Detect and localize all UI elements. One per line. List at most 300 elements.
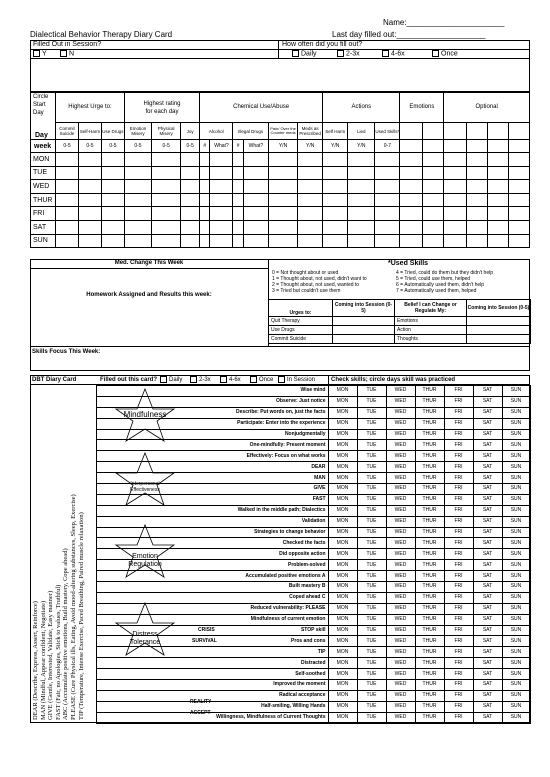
entry-cell[interactable] — [181, 207, 200, 221]
entry-cell[interactable] — [124, 166, 151, 180]
skill-day-fri[interactable]: FRI — [444, 647, 473, 658]
skill-day-thur[interactable]: THUR — [415, 603, 444, 614]
skill-day-thur[interactable]: THUR — [415, 440, 444, 451]
entry-cell[interactable] — [268, 207, 297, 221]
entry-cell[interactable] — [488, 207, 509, 221]
entry-cell[interactable] — [488, 193, 509, 207]
skill-day-sat[interactable]: SAT — [473, 701, 502, 712]
skill-day-mon[interactable]: MON — [328, 690, 357, 701]
skill-day-sat[interactable]: SAT — [473, 473, 502, 484]
skill-day-fri[interactable]: FRI — [444, 680, 473, 691]
entry-cell[interactable] — [423, 166, 444, 180]
skill-label[interactable]: Accumulated positive emotions A — [96, 571, 328, 582]
skill-day-sat[interactable]: SAT — [473, 418, 502, 429]
entry-cell[interactable] — [210, 193, 233, 207]
skill-day-sat[interactable]: SAT — [473, 494, 502, 505]
skill-day-sun[interactable]: SUN — [502, 505, 530, 516]
skill-label[interactable]: DEAR — [96, 462, 328, 473]
skill-day-mon[interactable]: MON — [328, 462, 357, 473]
skill-day-sat[interactable]: SAT — [473, 462, 502, 473]
skill-day-tue[interactable]: TUE — [357, 440, 386, 451]
entry-cell[interactable] — [233, 166, 243, 180]
entry-cell[interactable] — [444, 153, 467, 167]
skill-day-mon[interactable]: MON — [328, 603, 357, 614]
skill-day-sat[interactable]: SAT — [473, 592, 502, 603]
emotion-col-2[interactable] — [423, 123, 444, 140]
skill-day-thur[interactable]: THUR — [415, 560, 444, 571]
skill-day-fri[interactable]: FRI — [444, 462, 473, 473]
skill-day-wed[interactable]: WED — [386, 527, 415, 538]
skill-day-sat[interactable]: SAT — [473, 712, 502, 723]
entry-cell[interactable] — [210, 180, 233, 194]
entry-cell[interactable] — [210, 166, 233, 180]
skill-day-tue[interactable]: TUE — [357, 603, 386, 614]
skill-day-wed[interactable]: WED — [386, 603, 415, 614]
no-option[interactable]: N — [60, 50, 74, 58]
skill-day-wed[interactable]: WED — [386, 516, 415, 527]
entry-cell[interactable] — [348, 234, 375, 248]
entry-cell[interactable] — [79, 153, 102, 167]
entry-cell[interactable] — [467, 234, 488, 248]
skill-day-mon[interactable]: MON — [328, 396, 357, 407]
skill-day-sun[interactable]: SUN — [502, 462, 530, 473]
entry-cell[interactable] — [101, 180, 124, 194]
skill-day-tue[interactable]: TUE — [357, 582, 386, 593]
checkbox-icon[interactable] — [160, 376, 167, 383]
skill-day-thur[interactable]: THUR — [415, 505, 444, 516]
entry-cell[interactable] — [79, 234, 102, 248]
skill-day-sat[interactable]: SAT — [473, 680, 502, 691]
entry-cell[interactable] — [444, 207, 467, 221]
entry-cell[interactable] — [400, 207, 423, 221]
skill-day-sun[interactable]: SUN — [502, 592, 530, 603]
skill-day-thur[interactable]: THUR — [415, 549, 444, 560]
skill-day-sun[interactable]: SUN — [502, 494, 530, 505]
entry-cell[interactable] — [56, 166, 79, 180]
skill-day-fri[interactable]: FRI — [444, 407, 473, 418]
skill-day-sat[interactable]: SAT — [473, 614, 502, 625]
entry-cell[interactable] — [268, 166, 297, 180]
skill-day-sun[interactable]: SUN — [502, 560, 530, 571]
skill-day-sun[interactable]: SUN — [502, 571, 530, 582]
entry-cell[interactable] — [181, 166, 200, 180]
skill-day-fri[interactable]: FRI — [444, 636, 473, 647]
entry-cell[interactable] — [467, 207, 488, 221]
entry-cell[interactable] — [101, 234, 124, 248]
entry-cell[interactable] — [56, 234, 79, 248]
entry-cell[interactable] — [444, 193, 467, 207]
entry-cell[interactable] — [467, 193, 488, 207]
last-day-field[interactable]: Last day filled out:____________________ — [332, 30, 486, 39]
skill-day-mon[interactable]: MON — [328, 429, 357, 440]
entry-cell[interactable] — [124, 234, 151, 248]
checkbox-icon[interactable] — [190, 376, 197, 383]
skill-day-fri[interactable]: FRI — [444, 582, 473, 593]
day-label[interactable]: SUN — [31, 234, 56, 248]
skill-day-tue[interactable]: TUE — [357, 505, 386, 516]
skill-day-sat[interactable]: SAT — [473, 396, 502, 407]
skill-day-tue[interactable]: TUE — [357, 690, 386, 701]
skill-day-thur[interactable]: THUR — [415, 516, 444, 527]
skill-day-wed[interactable]: WED — [386, 636, 415, 647]
once-option[interactable]: Once — [432, 50, 458, 58]
skill-day-fri[interactable]: FRI — [444, 484, 473, 495]
skill-day-mon[interactable]: MON — [328, 571, 357, 582]
entry-cell[interactable] — [79, 166, 102, 180]
skill-day-wed[interactable]: WED — [386, 407, 415, 418]
skill-label[interactable]: Mindfulness of current emotion — [96, 614, 328, 625]
skill-day-sun[interactable]: SUN — [502, 396, 530, 407]
skill-label[interactable]: Built mastery B — [96, 582, 328, 593]
skill-day-sat[interactable]: SAT — [473, 625, 502, 636]
skill-day-fri[interactable]: FRI — [444, 614, 473, 625]
skill-day-thur[interactable]: THUR — [415, 571, 444, 582]
back-daily-option[interactable]: Daily — [160, 376, 182, 384]
skill-day-wed[interactable]: WED — [386, 451, 415, 462]
entry-cell[interactable] — [152, 193, 181, 207]
skill-label[interactable]: STOP skill — [96, 625, 328, 636]
skill-day-fri[interactable]: FRI — [444, 386, 473, 397]
name-field[interactable]: Name:______________________ — [383, 18, 505, 27]
entry-cell[interactable] — [444, 166, 467, 180]
entry-cell[interactable] — [323, 234, 348, 248]
optional-col-2[interactable] — [467, 123, 488, 140]
entry-cell[interactable] — [124, 153, 151, 167]
skill-day-tue[interactable]: TUE — [357, 647, 386, 658]
skill-day-thur[interactable]: THUR — [415, 680, 444, 691]
entry-cell[interactable] — [508, 234, 529, 248]
skill-day-sun[interactable]: SUN — [502, 386, 530, 397]
entry-cell[interactable] — [233, 180, 243, 194]
skill-day-tue[interactable]: TUE — [357, 571, 386, 582]
skill-day-tue[interactable]: TUE — [357, 451, 386, 462]
skill-day-wed[interactable]: WED — [386, 484, 415, 495]
entry-cell[interactable] — [181, 180, 200, 194]
skill-day-thur[interactable]: THUR — [415, 690, 444, 701]
skill-day-tue[interactable]: TUE — [357, 560, 386, 571]
entry-cell[interactable] — [181, 220, 200, 234]
skill-day-mon[interactable]: MON — [328, 516, 357, 527]
skill-day-thur[interactable]: THUR — [415, 712, 444, 723]
entry-cell[interactable] — [243, 180, 268, 194]
skill-day-mon[interactable]: MON — [328, 560, 357, 571]
skill-day-sun[interactable]: SUN — [502, 538, 530, 549]
skill-day-fri[interactable]: FRI — [444, 571, 473, 582]
4-6x-option[interactable]: 4-6x — [382, 50, 405, 58]
skill-day-thur[interactable]: THUR — [415, 701, 444, 712]
entry-cell[interactable] — [101, 153, 124, 167]
skill-day-wed[interactable]: WED — [386, 505, 415, 516]
skill-day-fri[interactable]: FRI — [444, 396, 473, 407]
entry-cell[interactable] — [233, 193, 243, 207]
skill-day-fri[interactable]: FRI — [444, 690, 473, 701]
skill-day-mon[interactable]: MON — [328, 592, 357, 603]
skill-day-mon[interactable]: MON — [328, 658, 357, 669]
day-label[interactable]: TUE — [31, 166, 56, 180]
skill-day-thur[interactable]: THUR — [415, 658, 444, 669]
skill-day-sat[interactable]: SAT — [473, 669, 502, 680]
skill-day-tue[interactable]: TUE — [357, 484, 386, 495]
skill-label[interactable]: TIP — [96, 647, 328, 658]
entry-cell[interactable] — [375, 180, 400, 194]
entry-cell[interactable] — [423, 193, 444, 207]
entry-cell[interactable] — [268, 234, 297, 248]
entry-cell[interactable] — [508, 153, 529, 167]
back-4-6x-option[interactable]: 4-6x — [220, 376, 241, 384]
skill-day-fri[interactable]: FRI — [444, 625, 473, 636]
entry-cell[interactable] — [200, 153, 210, 167]
skill-day-mon[interactable]: MON — [328, 538, 357, 549]
skill-day-wed[interactable]: WED — [386, 712, 415, 723]
skill-day-tue[interactable]: TUE — [357, 549, 386, 560]
skill-label[interactable]: Describe: Put words on, just the facts — [96, 407, 328, 418]
entry-cell[interactable] — [101, 193, 124, 207]
skill-day-tue[interactable]: TUE — [357, 462, 386, 473]
entry-cell[interactable] — [348, 180, 375, 194]
entry-cell[interactable] — [210, 234, 233, 248]
skill-day-sun[interactable]: SUN — [502, 484, 530, 495]
skill-label[interactable]: Reduced vulnerability: PLEASE — [96, 603, 328, 614]
skill-day-wed[interactable]: WED — [386, 538, 415, 549]
skill-day-mon[interactable]: MON — [328, 484, 357, 495]
entry-cell[interactable] — [508, 220, 529, 234]
entry-cell[interactable] — [375, 234, 400, 248]
entry-cell[interactable] — [200, 220, 210, 234]
checkbox-icon[interactable] — [220, 376, 227, 383]
daily-option[interactable]: Daily — [292, 50, 317, 58]
checkbox-icon[interactable] — [60, 50, 67, 57]
skill-day-thur[interactable]: THUR — [415, 592, 444, 603]
skill-day-wed[interactable]: WED — [386, 418, 415, 429]
skill-day-tue[interactable]: TUE — [357, 614, 386, 625]
entry-cell[interactable] — [488, 166, 509, 180]
skill-day-sun[interactable]: SUN — [502, 418, 530, 429]
skill-day-sun[interactable]: SUN — [502, 658, 530, 669]
skill-day-fri[interactable]: FRI — [444, 538, 473, 549]
day-label[interactable]: SAT — [31, 220, 56, 234]
skill-day-tue[interactable]: TUE — [357, 407, 386, 418]
entry-cell[interactable] — [79, 193, 102, 207]
entry-cell[interactable] — [200, 166, 210, 180]
skill-day-sat[interactable]: SAT — [473, 538, 502, 549]
checkbox-icon[interactable] — [278, 376, 285, 383]
skill-label[interactable]: Validation — [96, 516, 328, 527]
skill-day-tue[interactable]: TUE — [357, 386, 386, 397]
entry-cell[interactable] — [233, 207, 243, 221]
yes-option[interactable]: Y — [33, 50, 47, 58]
skill-day-sun[interactable]: SUN — [502, 625, 530, 636]
skill-day-sat[interactable]: SAT — [473, 636, 502, 647]
entry-cell[interactable] — [323, 193, 348, 207]
skill-day-sat[interactable]: SAT — [473, 571, 502, 582]
entry-cell[interactable] — [56, 153, 79, 167]
optional-col-3[interactable] — [488, 123, 509, 140]
skill-day-wed[interactable]: WED — [386, 625, 415, 636]
belief-value[interactable] — [467, 335, 531, 344]
checkbox-icon[interactable] — [382, 50, 389, 57]
belief-value[interactable] — [467, 326, 531, 335]
skill-label[interactable]: Self-soothed — [96, 669, 328, 680]
optional-col-4[interactable] — [508, 123, 529, 140]
entry-cell[interactable] — [400, 180, 423, 194]
skill-day-mon[interactable]: MON — [328, 527, 357, 538]
skill-label[interactable]: Coped ahead C — [96, 592, 328, 603]
entry-cell[interactable] — [323, 153, 348, 167]
skill-day-sat[interactable]: SAT — [473, 527, 502, 538]
skill-day-thur[interactable]: THUR — [415, 396, 444, 407]
skill-day-thur[interactable]: THUR — [415, 418, 444, 429]
entry-cell[interactable] — [423, 180, 444, 194]
entry-cell[interactable] — [348, 220, 375, 234]
skill-day-wed[interactable]: WED — [386, 549, 415, 560]
entry-cell[interactable] — [323, 180, 348, 194]
skill-day-wed[interactable]: WED — [386, 669, 415, 680]
skill-day-mon[interactable]: MON — [328, 625, 357, 636]
skill-day-sat[interactable]: SAT — [473, 603, 502, 614]
entry-cell[interactable] — [298, 193, 323, 207]
skill-day-wed[interactable]: WED — [386, 429, 415, 440]
skill-label[interactable]: Pros and cons — [96, 636, 328, 647]
entry-cell[interactable] — [298, 180, 323, 194]
day-label[interactable]: THUR — [31, 193, 56, 207]
skill-day-thur[interactable]: THUR — [415, 614, 444, 625]
urge-value[interactable] — [333, 335, 395, 344]
skill-day-thur[interactable]: THUR — [415, 473, 444, 484]
skill-day-sun[interactable]: SUN — [502, 603, 530, 614]
entry-cell[interactable] — [181, 234, 200, 248]
entry-cell[interactable] — [467, 180, 488, 194]
entry-cell[interactable] — [348, 207, 375, 221]
skill-day-wed[interactable]: WED — [386, 582, 415, 593]
skill-day-wed[interactable]: WED — [386, 647, 415, 658]
skill-label[interactable]: Wise mind — [96, 386, 328, 397]
skill-label[interactable]: Participate: Enter into the experience — [96, 418, 328, 429]
skill-day-tue[interactable]: TUE — [357, 494, 386, 505]
back-in-session-option[interactable]: In Session — [278, 376, 315, 384]
skill-label[interactable]: Effectively: Focus on what works — [96, 451, 328, 462]
optional-col-1[interactable] — [444, 123, 467, 140]
skill-label[interactable]: GIVE — [96, 484, 328, 495]
entry-cell[interactable] — [508, 180, 529, 194]
skill-day-mon[interactable]: MON — [328, 451, 357, 462]
skill-day-sat[interactable]: SAT — [473, 407, 502, 418]
skill-day-tue[interactable]: TUE — [357, 396, 386, 407]
belief-value[interactable] — [467, 317, 531, 326]
urge-value[interactable] — [333, 317, 395, 326]
skill-day-thur[interactable]: THUR — [415, 636, 444, 647]
skill-day-thur[interactable]: THUR — [415, 494, 444, 505]
entry-cell[interactable] — [243, 220, 268, 234]
skill-day-thur[interactable]: THUR — [415, 582, 444, 593]
skill-label[interactable]: Willingness, Mindfulness of Current Thoughts — [96, 712, 328, 723]
skill-day-fri[interactable]: FRI — [444, 549, 473, 560]
skill-day-sun[interactable]: SUN — [502, 473, 530, 484]
skill-day-thur[interactable]: THUR — [415, 484, 444, 495]
skill-day-wed[interactable]: WED — [386, 396, 415, 407]
skill-day-sat[interactable]: SAT — [473, 440, 502, 451]
entry-cell[interactable] — [298, 166, 323, 180]
entry-cell[interactable] — [243, 234, 268, 248]
entry-cell[interactable] — [56, 180, 79, 194]
entry-cell[interactable] — [508, 193, 529, 207]
skill-day-sun[interactable]: SUN — [502, 636, 530, 647]
skill-day-sat[interactable]: SAT — [473, 429, 502, 440]
day-label[interactable]: WED — [31, 180, 56, 194]
skill-label[interactable]: Nonjudgmentally — [96, 429, 328, 440]
skill-day-wed[interactable]: WED — [386, 592, 415, 603]
skill-day-sat[interactable]: SAT — [473, 690, 502, 701]
entry-cell[interactable] — [323, 220, 348, 234]
skill-day-thur[interactable]: THUR — [415, 625, 444, 636]
entry-cell[interactable] — [268, 220, 297, 234]
entry-cell[interactable] — [152, 234, 181, 248]
skill-day-fri[interactable]: FRI — [444, 592, 473, 603]
skill-day-wed[interactable]: WED — [386, 701, 415, 712]
checkbox-icon[interactable] — [337, 50, 344, 57]
skill-day-fri[interactable]: FRI — [444, 701, 473, 712]
skill-day-fri[interactable]: FRI — [444, 603, 473, 614]
skill-day-mon[interactable]: MON — [328, 582, 357, 593]
skill-day-sun[interactable]: SUN — [502, 440, 530, 451]
skill-day-thur[interactable]: THUR — [415, 451, 444, 462]
entry-cell[interactable] — [444, 220, 467, 234]
skill-day-tue[interactable]: TUE — [357, 418, 386, 429]
entry-cell[interactable] — [444, 180, 467, 194]
entry-cell[interactable] — [200, 193, 210, 207]
entry-cell[interactable] — [181, 153, 200, 167]
skill-day-sun[interactable]: SUN — [502, 680, 530, 691]
entry-cell[interactable] — [375, 166, 400, 180]
skill-day-wed[interactable]: WED — [386, 473, 415, 484]
entry-cell[interactable] — [423, 207, 444, 221]
skill-day-wed[interactable]: WED — [386, 690, 415, 701]
entry-cell[interactable] — [101, 166, 124, 180]
checkbox-icon[interactable] — [292, 50, 299, 57]
entry-cell[interactable] — [423, 234, 444, 248]
skill-day-fri[interactable]: FRI — [444, 560, 473, 571]
entry-cell[interactable] — [152, 180, 181, 194]
day-label[interactable]: FRI — [31, 207, 56, 221]
skill-day-tue[interactable]: TUE — [357, 680, 386, 691]
entry-cell[interactable] — [375, 153, 400, 167]
entry-cell[interactable] — [268, 153, 297, 167]
entry-cell[interactable] — [243, 207, 268, 221]
skill-day-mon[interactable]: MON — [328, 418, 357, 429]
skill-day-tue[interactable]: TUE — [357, 669, 386, 680]
skill-label[interactable]: Observe: Just notice — [96, 396, 328, 407]
skill-day-wed[interactable]: WED — [386, 658, 415, 669]
skill-day-sun[interactable]: SUN — [502, 647, 530, 658]
entry-cell[interactable] — [268, 180, 297, 194]
skill-label[interactable]: Walked in the middle path; Dialectics — [96, 505, 328, 516]
skill-day-sat[interactable]: SAT — [473, 658, 502, 669]
entry-cell[interactable] — [124, 220, 151, 234]
entry-cell[interactable] — [488, 153, 509, 167]
skill-day-wed[interactable]: WED — [386, 614, 415, 625]
skill-day-mon[interactable]: MON — [328, 549, 357, 560]
skill-day-thur[interactable]: THUR — [415, 386, 444, 397]
skill-day-fri[interactable]: FRI — [444, 494, 473, 505]
checkbox-icon[interactable] — [33, 50, 40, 57]
skill-day-tue[interactable]: TUE — [357, 527, 386, 538]
entry-cell[interactable] — [423, 220, 444, 234]
skill-day-sun[interactable]: SUN — [502, 407, 530, 418]
skill-day-fri[interactable]: FRI — [444, 527, 473, 538]
skill-label[interactable]: One-mindfully: Present moment — [96, 440, 328, 451]
skill-day-fri[interactable]: FRI — [444, 451, 473, 462]
skill-day-fri[interactable]: FRI — [444, 712, 473, 723]
entry-cell[interactable] — [56, 220, 79, 234]
